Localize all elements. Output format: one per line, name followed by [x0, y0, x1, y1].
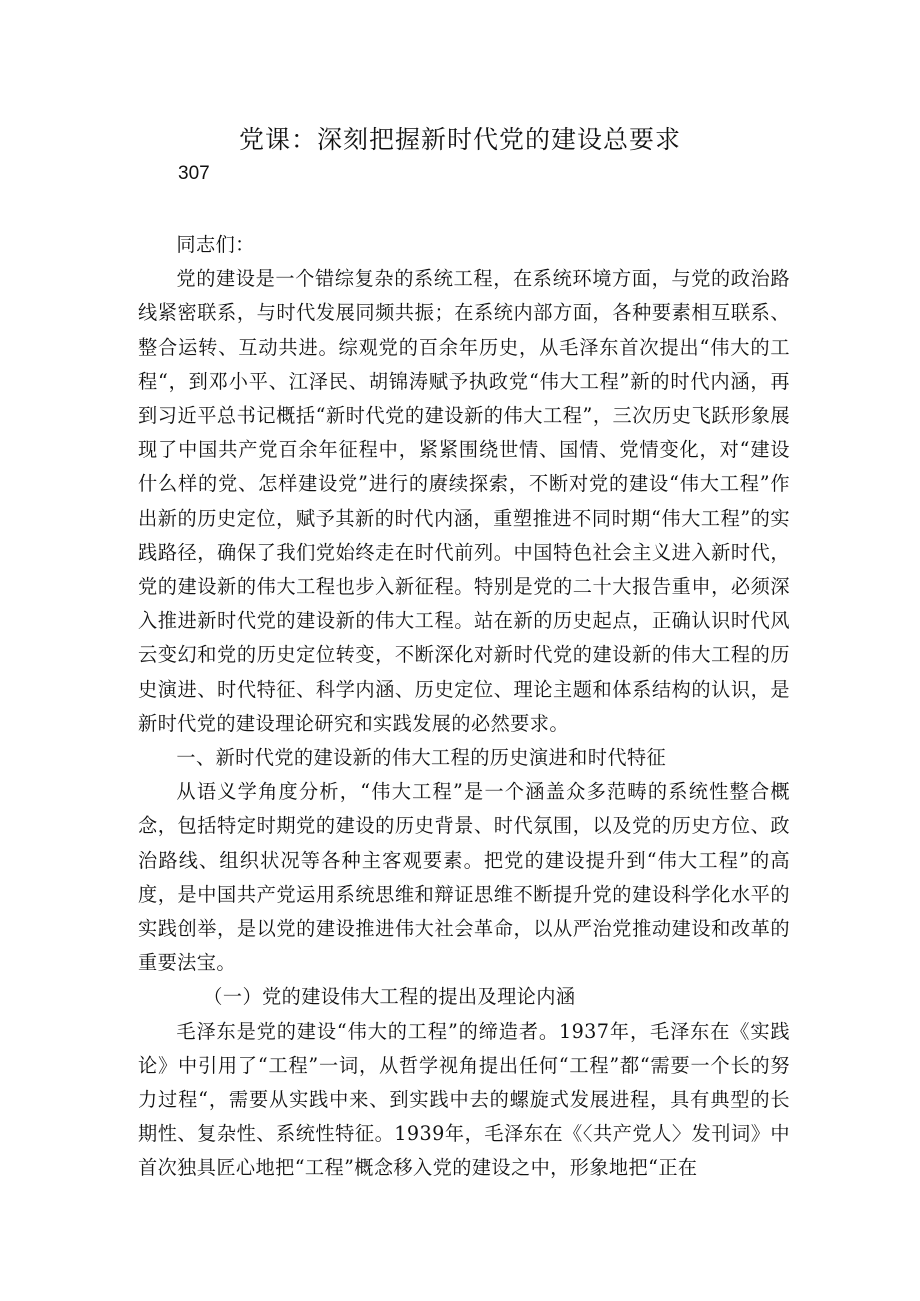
document-number: 307 — [178, 163, 210, 184]
paragraph-intro: 党的建设是一个错综复杂的系统工程，在系统环境方面，与党的政治路线紧密联系，与时代发展同频共振；在系统内部方面，各种要素相互联系、整合运转、互动共进。综观党的百余年历史，从毛泽东首次提出“伟大的工程“，到邓小平、江泽民、胡锦涛赋予执政党“伟大工程”新的时代内涵，再到习近平总书记概括“新时代党的建设新的伟大工程”，三次历史飞跃形象展现了中国共产党百余年征程中，紧紧围绕世情、国情、党情变化，对“建设什么样的党、怎样建设党”进行的赓续探索，不断对党的建设“伟大工程”作出新的历史定位，赋予其新的时代内涵，重塑推进不同时期“伟大工程”的实践路径，确保了我们党始终走在时代前列。中国特色社会主义进入新时代，党的建设新的伟大工程也步入新征程。特别是党的二十大报告重申，必须深入推进新时代党的建设新的伟大工程。站在新的历史起点，正确认识时代风云变幻和党的历史定位转变，不断深化对新时代党的建设新的伟大工程的历史演进、时代特征、科学内涵、历史定位、理论主题和体系结构的认识，是新时代党的建设理论研究和实践发展的必然要求。 — [138, 267, 790, 735]
salutation: 同志们： — [176, 233, 255, 256]
paragraph-mao: 毛泽东是党的建设“伟大的工程”的缔造者。1937年，毛泽东在《实践论》中引用了“工程”一词，从哲学视角提出任何“工程”都“需要一个长的努力过程“，需要从实践中来、到实践中去的螺旋式发展进程，具有典型的长期性、复杂性、系统性特征。1939年，毛泽东在《〈共产党人〉发刊词》中首次独具匠心地把“工程”概念移入党的建设之中，形象地把“正在 — [138, 1019, 790, 1180]
document-body — [138, 228, 790, 1186]
subsection-heading-1: （一）党的建设伟大工程的提出及理论内涵 — [203, 985, 576, 1009]
paragraph-semantics: 从语义学角度分析，“伟大工程”是一个涵盖众多范畴的系统性整合概念，包括特定时期党的建设的历史背景、时代氛围，以及党的历史方位、政治路线、组织状况等各种主客观要素。把党的建设提升到“伟大工程”的高度，是中国共产党运用系统思维和辩证思维不断提升党的建设科学化水平的实践创举，是以党的建设推进伟大社会革命，以从严治党推动建设和改革的重要法宝。 — [138, 780, 790, 975]
document-title: 党课：深刻把握新时代党的建设总要求 — [238, 125, 681, 154]
section-heading-1: 一、新时代党的建设新的伟大工程的历史演进和时代特征 — [176, 746, 667, 770]
